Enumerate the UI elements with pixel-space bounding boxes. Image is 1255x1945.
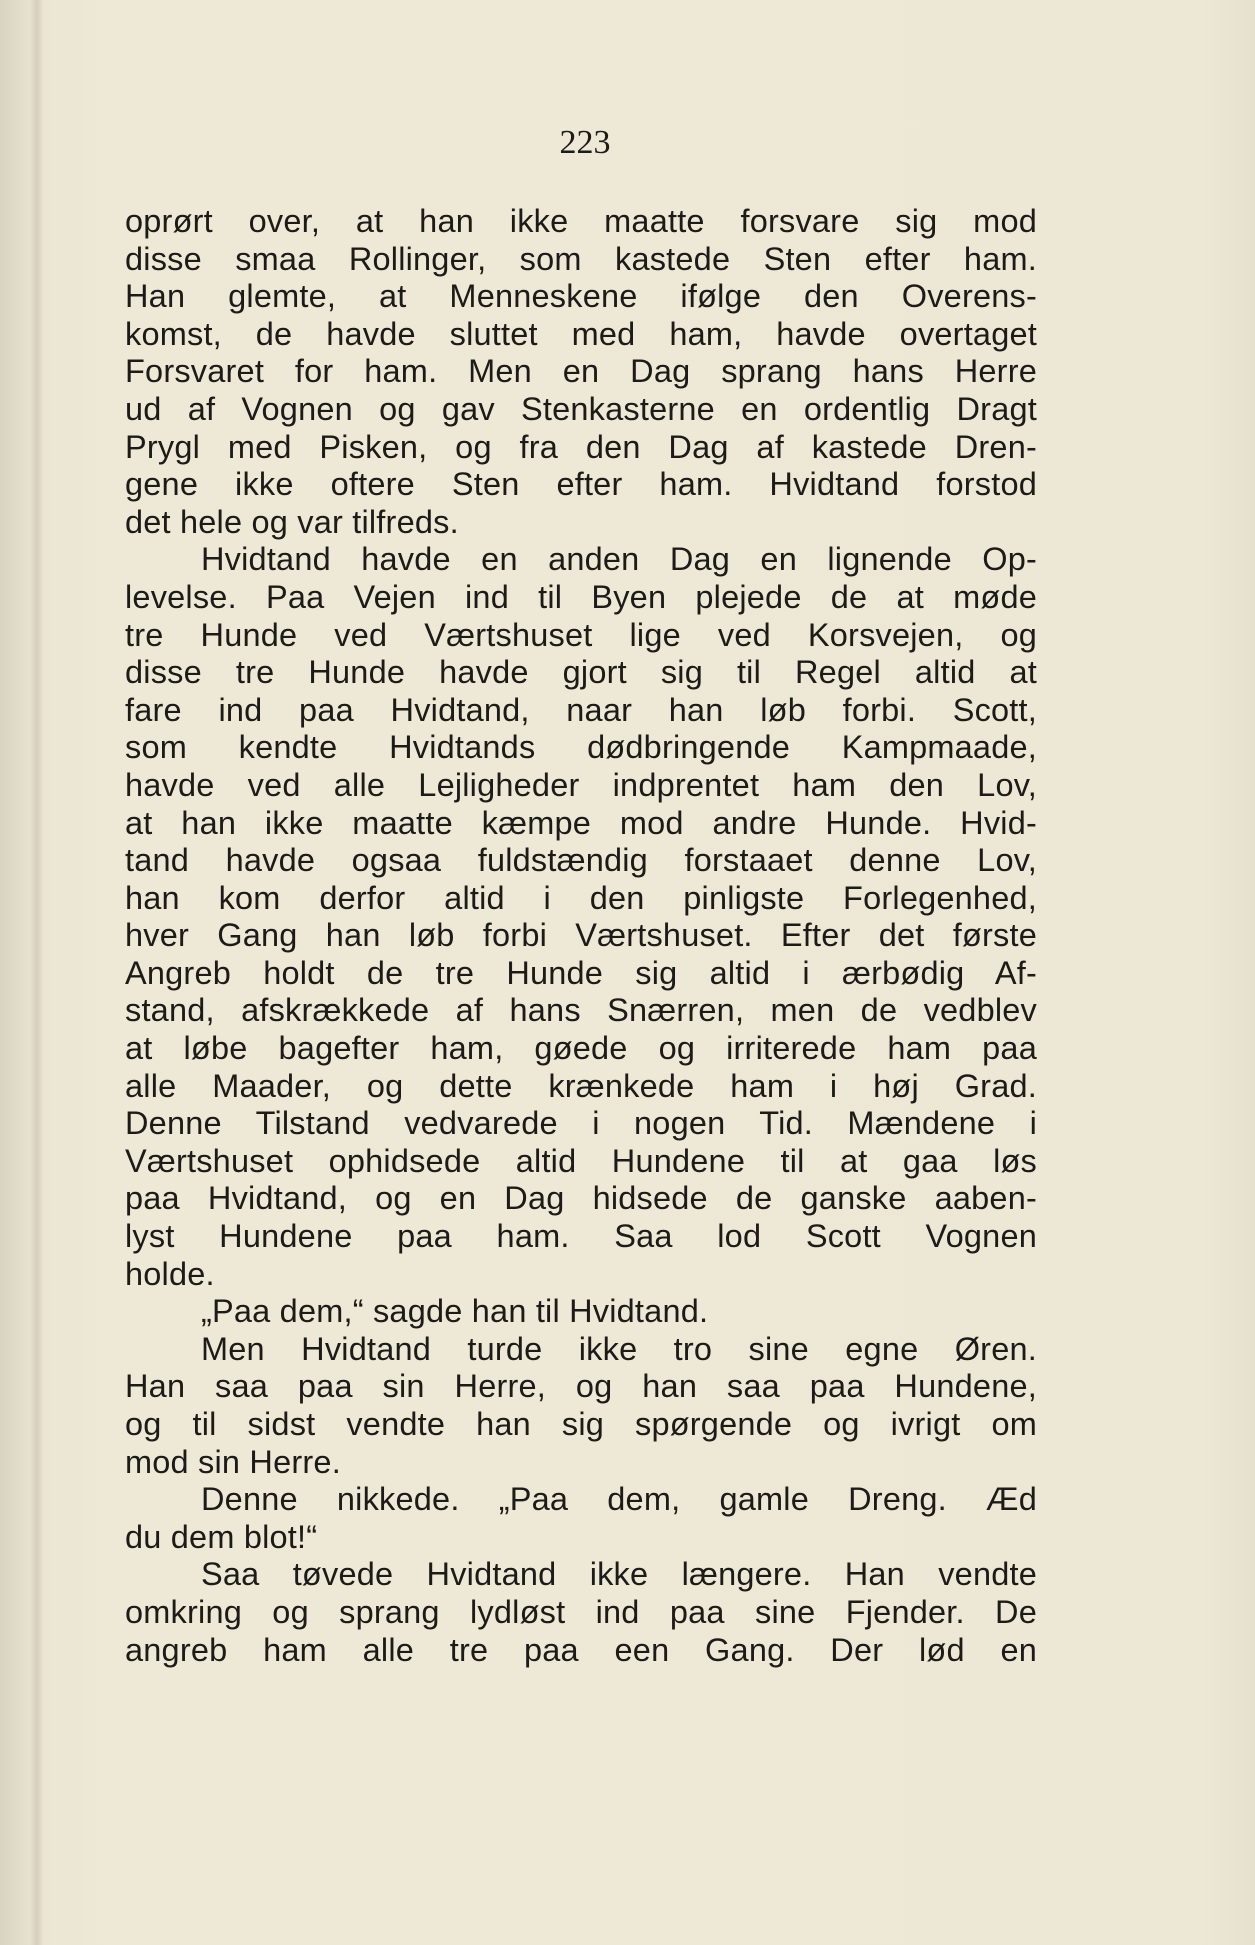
text-line: som kendte Hvidtands dødbringende Kampmaade,: [125, 729, 1037, 766]
text-line: komst, de havde sluttet med ham, havde overtaget: [125, 315, 1037, 352]
text-line: at han ikke maatte kæmpe mod andre Hunde. Hvid-: [125, 804, 1037, 841]
text-line: fare ind paa Hvidtand, naar han løb forbi. Scott,: [125, 691, 1037, 728]
text-line: disse smaa Rollinger, som kastede Sten efter ham.: [125, 240, 1037, 277]
text-line: Angreb holdt de tre Hunde sig altid i ærbødig Af-: [125, 954, 1037, 991]
text-line: det hele og var tilfreds.: [125, 503, 459, 540]
text-line: „Paa dem,“ sagde han til Hvidtand.: [201, 1293, 709, 1330]
text-line: du dem blot!“: [125, 1518, 318, 1555]
text-line: hver Gang han løb forbi Værtshuset. Efter det første: [125, 917, 1037, 954]
text-line: Forsvaret for ham. Men en Dag sprang hans Herre: [125, 353, 1037, 390]
text-line: Denne nikkede. „Paa dem, gamle Dreng. Æd: [201, 1481, 1037, 1518]
text-line: omkring og sprang lydløst ind paa sine Fjender. De: [125, 1593, 1037, 1630]
text-line: Denne Tilstand vedvarede i nogen Tid. Mændene i: [125, 1105, 1037, 1142]
text-line: tre Hunde ved Værtshuset lige ved Korsvejen, og: [125, 616, 1037, 653]
text-line: disse tre Hunde havde gjort sig til Regel altid at: [125, 654, 1037, 691]
text-line: tand havde ogsaa fuldstændig forstaaet denne Lov,: [125, 842, 1037, 879]
text-line: stand, afskrækkede af hans Snærren, men de vedblev: [125, 992, 1037, 1029]
page-gutter-shadow: [30, 0, 44, 1945]
text-line: han kom derfor altid i den pinligste Forlegenhed,: [125, 879, 1037, 916]
text-line: alle Maader, og dette krænkede ham i høj Grad.: [125, 1067, 1037, 1104]
text-line: havde ved alle Lejligheder indprentet ham den Lov,: [125, 766, 1037, 803]
text-line: gene ikke oftere Sten efter ham. Hvidtand forstod: [125, 466, 1037, 503]
text-line: Prygl med Pisken, og fra den Dag af kastede Dren-: [125, 428, 1037, 465]
text-line: angreb ham alle tre paa een Gang. Der lød en: [125, 1631, 1037, 1668]
text-line: paa Hvidtand, og en Dag hidsede de ganske aaben-: [125, 1180, 1037, 1217]
text-line: holde.: [125, 1255, 215, 1292]
text-line: Han glemte, at Menneskene ifølge den Overens-: [125, 278, 1037, 315]
text-line: at løbe bagefter ham, gøede og irriterede ham paa: [125, 1030, 1037, 1067]
text-line: levelse. Paa Vejen ind til Byen plejede de at møde: [125, 578, 1037, 615]
body-text: [125, 203, 1037, 1669]
text-line: mod sin Herre.: [125, 1443, 341, 1480]
text-line: ud af Vognen og gav Stenkasterne en ordentlig Dragt: [125, 390, 1037, 427]
text-line: Hvidtand havde en anden Dag en lignende Op-: [201, 541, 1037, 578]
text-line: Men Hvidtand turde ikke tro sine egne Øren.: [201, 1330, 1037, 1367]
text-line: Værtshuset ophidsede altid Hundene til at gaa løs: [125, 1142, 1037, 1179]
text-line: Han saa paa sin Herre, og han saa paa Hundene,: [125, 1368, 1037, 1405]
text-line: Saa tøvede Hvidtand ikke længere. Han vendte: [201, 1556, 1037, 1593]
text-line: oprørt over, at han ikke maatte forsvare sig mod: [125, 203, 1037, 239]
text-line: lyst Hundene paa ham. Saa lod Scott Vognen: [125, 1218, 1037, 1255]
page-number: 223: [559, 124, 611, 161]
text-line: og til sidst vendte han sig spørgende og ivrigt om: [125, 1406, 1037, 1442]
